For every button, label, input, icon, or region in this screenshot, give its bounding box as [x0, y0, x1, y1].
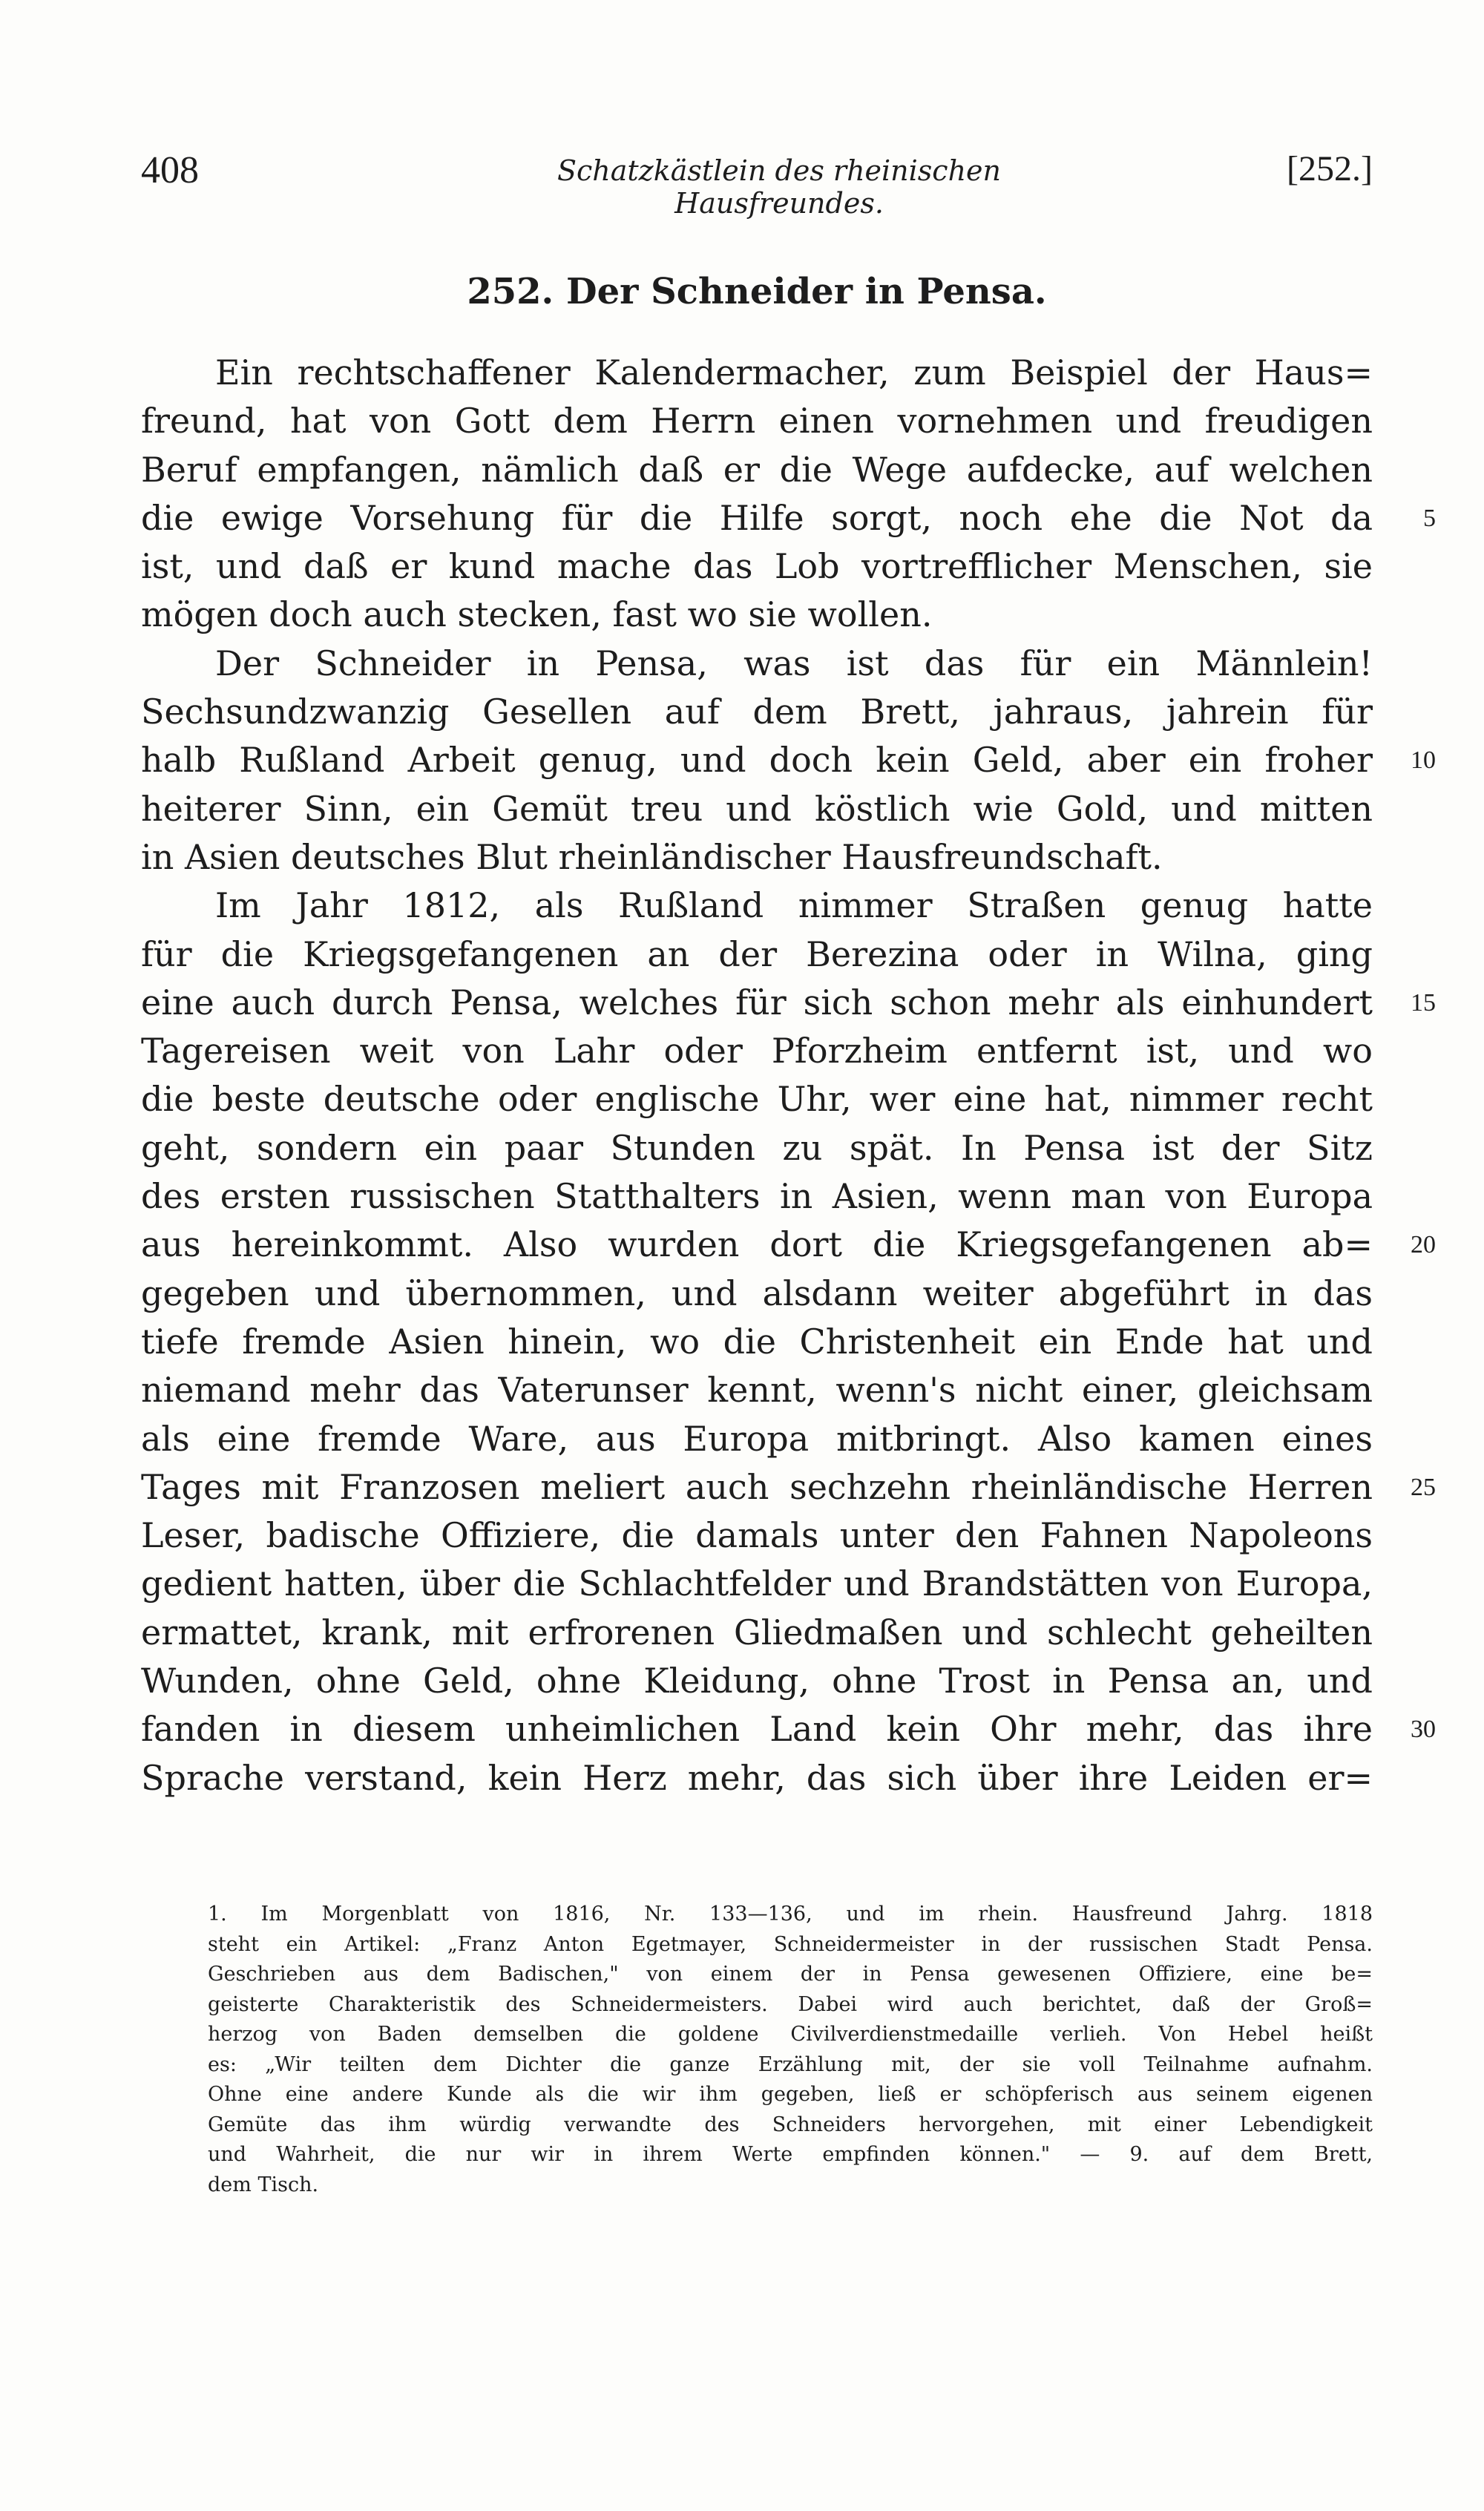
- footnote-line: 1. Im Morgenblatt von 1816, Nr. 133—136, und im rhein. Hausfreund Jahrg. 1818: [208, 1903, 1373, 1926]
- footnote-line: herzog von Baden demselben die goldene Civilverdienstmedaille verlieh. Von Hebel heißt: [208, 2023, 1373, 2046]
- text-line: Sprache verstand, kein Herz mehr, das sich über ihre Leiden er=: [141, 1757, 1373, 1798]
- text-line: niemand mehr das Vaterunser kennt, wenn's nicht einer, gleichsam: [141, 1370, 1373, 1411]
- page-number: 408: [141, 149, 199, 191]
- footnote-line: geisterte Charakteristik des Schneidermeisters. Dabei wird auch berichtet, daß der Groß=: [208, 1992, 1373, 2016]
- text-line: Wunden, ohne Geld, ohne Kleidung, ohne Trost in Pensa an, und: [141, 1661, 1373, 1701]
- line-number: 30: [1411, 1716, 1436, 1744]
- line-number: 10: [1411, 746, 1436, 775]
- text-line: heiterer Sinn, ein Gemüt treu und köstlich wie Gold, und mitten: [141, 788, 1373, 829]
- text-line: des ersten russischen Statthalters in Asien, wenn man von Europa: [141, 1176, 1373, 1217]
- text-line: ermattet, krank, mit erfrorenen Gliedmaßen und schlecht geheilten: [141, 1612, 1373, 1652]
- text-line: eine auch durch Pensa, welches für sich schon mehr als einhundert 15: [141, 979, 1373, 1027]
- footnote-line: Geschrieben aus dem Badischen," von einem der in Pensa gewesenen Offiziere, eine be=: [208, 1963, 1373, 1986]
- running-title: Schatzkästlein des rheinischen Hausfreundes.: [556, 154, 1002, 220]
- section-reference: [252.]: [1287, 149, 1373, 188]
- line-number: 15: [1411, 988, 1436, 1017]
- text-line: mögen doch auch stecken, fast wo sie wollen.: [141, 594, 933, 635]
- footnote-line: steht ein Artikel: „Franz Anton Egetmayer, Schneidermeister in der russischen Stadt Pensa.: [208, 1932, 1373, 1956]
- text-line: in Asien deutsches Blut rheinländischer Hausfreundschaft.: [141, 836, 1163, 877]
- text-line: die ewige Vorsehung für die Hilfe sorgt, noch ehe die Not da 5: [141, 494, 1373, 542]
- text-line: gegeben und übernommen, und alsdann weiter abgeführt in das: [141, 1273, 1373, 1313]
- body-text: [141, 349, 1436, 1802]
- line-number: 25: [1411, 1473, 1436, 1501]
- line-number: 20: [1411, 1231, 1436, 1259]
- line-number: 5: [1423, 504, 1436, 532]
- text-line: für die Kriegsgefangenen an der Berezina oder in Wilna, ging: [141, 933, 1373, 974]
- footnote-line: Ohne eine andere Kunde als die wir ihm gegeben, ließ er schöpferisch aus seinem eigenen: [208, 2083, 1373, 2106]
- footnote-line: es: „Wir teilten dem Dichter die ganze Erzählung mit, der sie voll Teilnahme aufnahm.: [208, 2052, 1373, 2076]
- story-title: 252. Der Schneider in Pensa.: [467, 271, 1047, 312]
- text-line: Tagereisen weit von Lahr oder Pforzheim entfernt ist, und wo: [141, 1031, 1373, 1071]
- text-line: geht, sondern ein paar Stunden zu spät. In Pensa ist der Sitz: [141, 1127, 1373, 1168]
- footnote-line: dem Tisch.: [208, 2173, 319, 2196]
- footnote-line: und Wahrheit, die nur wir in ihrem Werte empfinden können." — 9. auf dem Brett,: [208, 2143, 1373, 2166]
- page-header: [141, 148, 1373, 220]
- text-line: aus hereinkommt. Also wurden dort die Kriegsgefangenen ab= 20: [141, 1221, 1373, 1269]
- text-line: die beste deutsche oder englische Uhr, wer eine hat, nimmer recht: [141, 1079, 1373, 1120]
- text-line: tiefe fremde Asien hinein, wo die Christenheit ein Ende hat und: [141, 1321, 1373, 1362]
- text-line: fanden in diesem unheimlichen Land kein Ohr mehr, das ihre 30: [141, 1705, 1373, 1753]
- text-line: Ein rechtschaffener Kalendermacher, zum Beispiel der Haus=: [215, 352, 1373, 393]
- footnote-line: Gemüte das ihm würdig verwandte des Schneiders hervorgehen, mit einer Lebendigkeit: [208, 2113, 1373, 2136]
- text-line: Leser, badische Offiziere, die damals unter den Fahnen Napoleons: [141, 1515, 1373, 1556]
- text-line: Sechsundzwanzig Gesellen auf dem Brett, jahraus, jahrein für: [141, 692, 1373, 732]
- text-line: Der Schneider in Pensa, was ist das für ein Männlein!: [215, 643, 1373, 683]
- text-line: Beruf empfangen, nämlich daß er die Wege aufdecke, auf welchen: [141, 449, 1373, 490]
- text-line: als eine fremde Ware, aus Europa mitbringt. Also kamen eines: [141, 1418, 1373, 1459]
- text-line: freund, hat von Gott dem Herrn einen vornehmen und freudigen: [141, 401, 1373, 442]
- text-line: Tages mit Franzosen meliert auch sechzehn rheinländische Herren 25: [141, 1463, 1373, 1511]
- text-line: halb Rußland Arbeit genug, und doch kein Geld, aber ein froher 10: [141, 736, 1373, 784]
- text-line: ist, und daß er kund mache das Lob vortrefflicher Menschen, sie: [141, 546, 1373, 587]
- footnote: [208, 1900, 1373, 2200]
- text-line: Im Jahr 1812, als Rußland nimmer Straßen genug hatte: [215, 885, 1373, 926]
- text-line: gedient hatten, über die Schlachtfelder und Brandstätten von Europa,: [141, 1563, 1373, 1604]
